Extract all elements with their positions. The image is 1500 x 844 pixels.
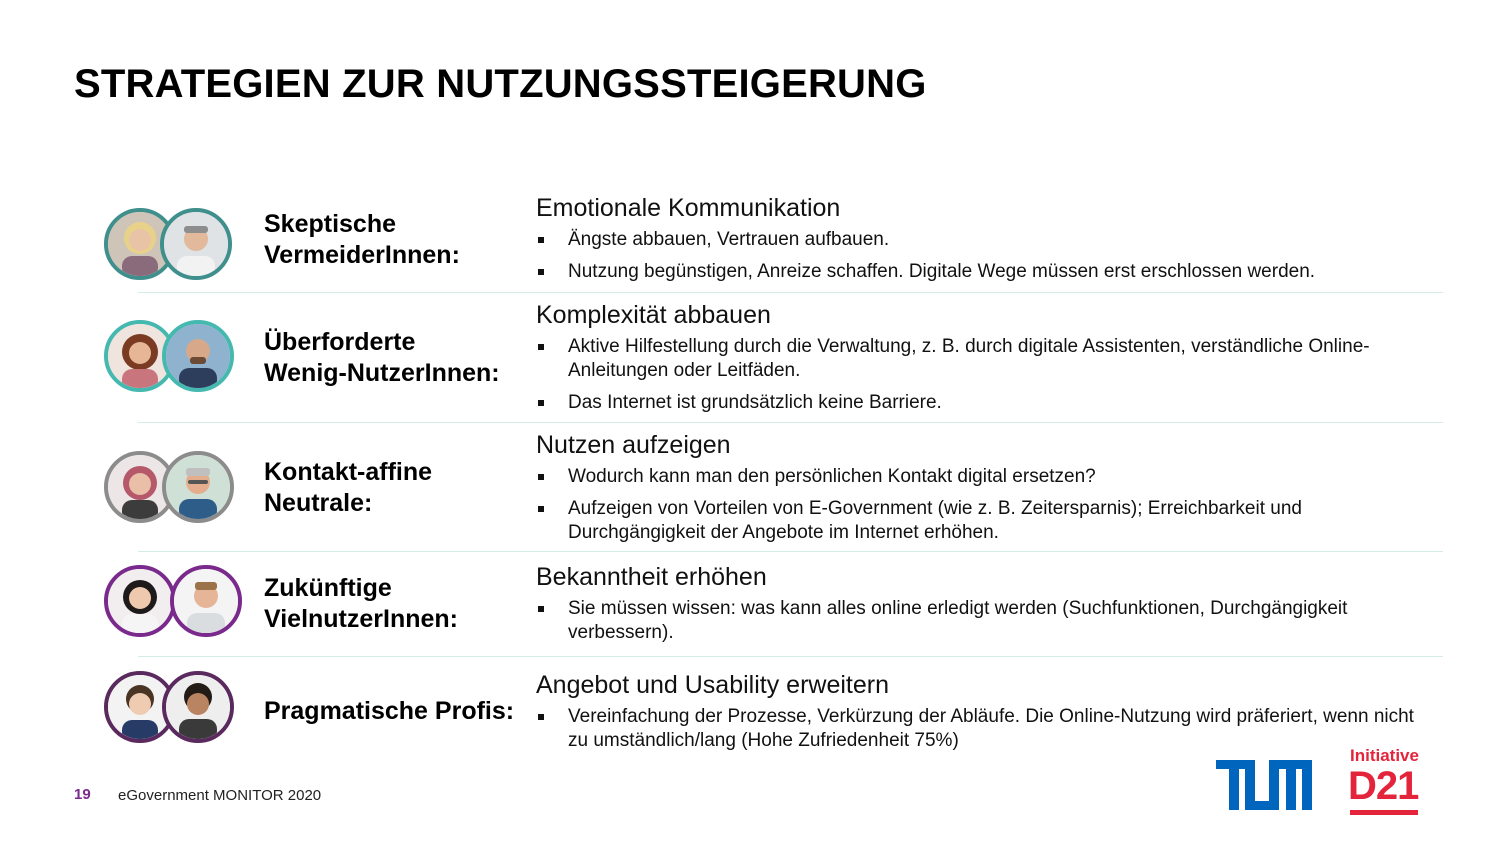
bullet-list — [536, 335, 1416, 415]
strategy-block — [536, 194, 1416, 292]
row-divider — [138, 292, 1443, 293]
strategy-heading: Nutzen aufzeigen — [536, 431, 731, 459]
segment-label: Pragmatische Profis: — [264, 697, 515, 725]
segment-row-zukuenftige — [0, 561, 1500, 657]
avatar-woman-dark-hair — [104, 565, 176, 637]
row-divider — [138, 551, 1443, 552]
bullet-square-icon — [538, 400, 544, 406]
avatar-pair — [104, 320, 244, 400]
avatar-man-curly — [162, 671, 234, 743]
strategy-block — [536, 671, 1416, 761]
d21-logo — [1344, 744, 1424, 820]
d21-logo-underline — [1350, 810, 1418, 815]
d21-logo-d21: D21 — [1348, 764, 1419, 808]
strategy-heading: Komplexität abbauen — [536, 301, 771, 329]
bullet-square-icon — [538, 606, 544, 612]
avatar-pair — [104, 451, 244, 531]
strategy-block — [536, 563, 1416, 653]
avatar-pair — [104, 671, 244, 751]
d21-logo-initiative: Initiative — [1350, 746, 1419, 765]
segment-label: Skeptische VermeiderInnen: — [264, 210, 460, 269]
tum-logo — [1216, 760, 1312, 812]
bullet-item: Nutzung begünstigen, Anreize schaffen. Digitale Wege müssen erst erschlossen werden. — [536, 260, 1416, 284]
bullet-square-icon — [538, 506, 544, 512]
row-divider — [138, 656, 1443, 657]
bullet-item: Aktive Hilfestellung durch die Verwaltung, z. B. durch digitale Assistenten, verständliche Online-Anleitungen oder Leitfäden. — [536, 335, 1416, 383]
page-number: 19 — [74, 786, 91, 803]
segment-label: Zukünftige VielnutzerInnen: — [264, 574, 459, 633]
avatar-man-young — [170, 565, 242, 637]
bullet-list — [536, 705, 1416, 753]
segment-row-ueberforderte — [0, 299, 1500, 423]
bullet-item: Das Internet ist grundsätzlich keine Barriere. — [536, 391, 1416, 415]
bullet-square-icon — [538, 714, 544, 720]
bullet-list — [536, 597, 1416, 645]
bullet-square-icon — [538, 237, 544, 243]
avatar-man-gray — [160, 208, 232, 280]
segment-row-skeptische — [0, 192, 1500, 293]
bullet-square-icon — [538, 344, 544, 350]
segment-row-kontakt-affine — [0, 429, 1500, 552]
bullet-item: Vereinfachung der Prozesse, Verkürzung der Abläufe. Die Online-Nutzung wird präferiert, wenn nicht zu umständlich/lang (Hohe Zufriedenheit 75%) — [536, 705, 1416, 753]
bullet-item: Wodurch kann man den persönlichen Kontakt digital ersetzen? — [536, 465, 1416, 489]
strategy-heading: Emotionale Kommunikation — [536, 194, 841, 222]
tum-logo-mark — [1216, 760, 1312, 812]
segment-label: Kontakt-affine Neutrale: — [264, 458, 433, 517]
avatar-pair — [104, 208, 244, 288]
bullet-square-icon — [538, 474, 544, 480]
avatar-man-bald — [162, 320, 234, 392]
avatar-man-glasses — [162, 451, 234, 523]
bullet-list — [536, 228, 1416, 284]
footer-source: eGovernment MONITOR 2020 — [118, 787, 322, 804]
segment-label: Überforderte Wenig-NutzerInnen: — [264, 328, 500, 387]
segment-row-pragmatische — [0, 669, 1500, 761]
bullet-item: Sie müssen wissen: was kann alles online erledigt werden (Suchfunktionen, Durchgängigkeit verbessern). — [536, 597, 1416, 645]
bullet-square-icon — [538, 269, 544, 275]
avatar-pair — [104, 565, 244, 645]
slide-title: STRATEGIEN ZUR NUTZUNGSSTEIGERUNG — [74, 62, 927, 106]
strategy-heading: Bekanntheit erhöhen — [536, 563, 767, 591]
strategy-block — [536, 301, 1416, 423]
strategy-heading: Angebot und Usability erweitern — [536, 671, 889, 699]
bullet-list — [536, 465, 1416, 545]
strategy-block — [536, 431, 1416, 553]
row-divider — [138, 422, 1443, 423]
bullet-item: Aufzeigen von Vorteilen von E-Government (wie z. B. Zeitersparnis); Erreichbarkeit und Durchgängigkeit der Angebote im Internet erhöhen. — [536, 497, 1416, 545]
bullet-item: Ängste abbauen, Vertrauen aufbauen. — [536, 228, 1416, 252]
